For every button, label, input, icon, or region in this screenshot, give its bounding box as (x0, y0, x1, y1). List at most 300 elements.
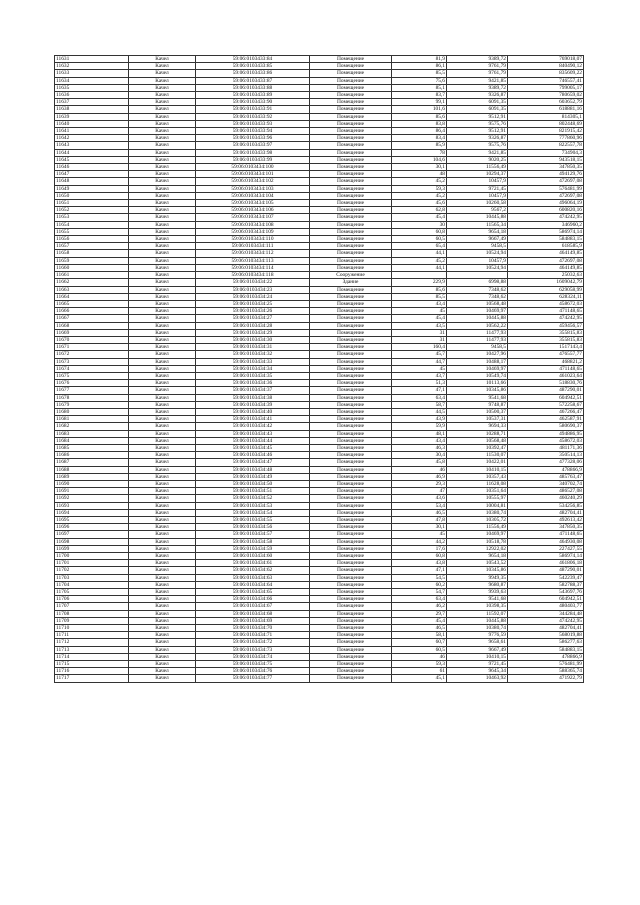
specific-value-cell: 10562,22 (447, 322, 508, 329)
settlement-cell: Качел (129, 538, 196, 545)
area-cell: 101,6 (392, 106, 447, 113)
cadastral-value-cell: 350514,13 (508, 452, 584, 459)
cadastral-value-cell: 734904,3 (508, 149, 584, 156)
specific-value-cell: 10392,47 (447, 444, 508, 451)
table-row (55, 156, 584, 163)
row-number-cell: 11703 (55, 574, 129, 581)
settlement-cell: Качел (129, 380, 196, 387)
area-cell: 46,5 (392, 625, 447, 632)
cadastral-value-cell: 459456,57 (508, 322, 584, 329)
settlement-cell: Качел (129, 286, 196, 293)
cadastral-value-cell: 629058,99 (508, 286, 584, 293)
row-number-cell: 11668 (55, 322, 129, 329)
specific-value-cell: 11565,34 (447, 221, 508, 228)
area-cell: 45 (392, 308, 447, 315)
cadastral-number-cell: 59:06:0103434:54 (196, 509, 310, 516)
area-cell: 60,8 (392, 228, 447, 235)
specific-value-cell: 10568,48 (447, 300, 508, 307)
cadastral-value-cell: 821915,42 (508, 128, 584, 135)
cadastral-number-cell: 59:06:0103434:44 (196, 437, 310, 444)
cadastral-number-cell: 59:06:0103434:33 (196, 358, 310, 365)
area-cell: 46,2 (392, 603, 447, 610)
settlement-cell: Качел (129, 653, 196, 660)
area-cell: 43,9 (392, 416, 447, 423)
specific-value-cell: 11477,93 (447, 329, 508, 336)
object-type-cell: Помещение (310, 92, 392, 99)
row-number-cell: 11642 (55, 135, 129, 142)
object-type-cell: Помещение (310, 99, 392, 106)
table-row (55, 56, 584, 63)
row-number-cell: 11714 (55, 653, 129, 660)
cadastral-value-cell: 777860,96 (508, 135, 584, 142)
cadastral-value-cell: 482704,41 (508, 625, 584, 632)
object-type-cell: Помещение (310, 84, 392, 91)
area-cell: 85,6 (392, 113, 447, 120)
object-type-cell: Помещение (310, 488, 392, 495)
table-row (55, 372, 584, 379)
cadastral-number-cell: 59:06:0103434:69 (196, 617, 310, 624)
settlement-cell: Качел (129, 437, 196, 444)
table-row (55, 358, 584, 365)
row-number-cell: 11696 (55, 524, 129, 531)
object-type-cell: Помещение (310, 113, 392, 120)
area-cell: 31 (392, 336, 447, 343)
settlement-cell: Качел (129, 531, 196, 538)
cadastral-number-cell: 59:06:0103434:36 (196, 380, 310, 387)
settlement-cell: Качел (129, 574, 196, 581)
area-cell: 45,4 (392, 315, 447, 322)
cadastral-number-cell: 59:06:0103434:110 (196, 236, 310, 243)
cadastral-value-cell: 584883,15 (508, 646, 584, 653)
table-row (55, 639, 584, 646)
cadastral-value-cell: 580690,37 (508, 423, 584, 430)
row-number-cell: 11699 (55, 545, 129, 552)
table-body (55, 56, 584, 683)
area-cell: 44,1 (392, 264, 447, 271)
object-type-cell: Помещение (310, 77, 392, 84)
table-row (55, 408, 584, 415)
cadastral-value-cell: 576481,99 (508, 185, 584, 192)
specific-value-cell: 9680,87 (447, 581, 508, 588)
specific-value-cell: 10555,97 (447, 495, 508, 502)
settlement-cell: Качел (129, 70, 196, 77)
object-type-cell: Помещение (310, 639, 392, 646)
object-type-cell: Помещение (310, 135, 392, 142)
table-row (55, 243, 584, 250)
table-row (55, 77, 584, 84)
specific-value-cell: 10488,17 (447, 358, 508, 365)
settlement-cell: Качел (129, 221, 196, 228)
row-number-cell: 11686 (55, 452, 129, 459)
row-number-cell: 11646 (55, 164, 129, 171)
object-type-cell: Помещение (310, 128, 392, 135)
settlement-cell: Качел (129, 560, 196, 567)
cadastral-value-cell: 618881,16 (508, 106, 584, 113)
table-row (55, 351, 584, 358)
object-type-cell: Помещение (310, 329, 392, 336)
cadastral-value-cell: 802448,69 (508, 120, 584, 127)
row-number-cell: 11706 (55, 596, 129, 603)
cadastral-value-cell: 799005,17 (508, 84, 584, 91)
cadastral-number-cell: 59:06:0103434:73 (196, 646, 310, 653)
cadastral-value-cell: 482704,41 (508, 509, 584, 516)
cadastral-number-cell: 59:06:0103434:23 (196, 286, 310, 293)
area-cell: 44,5 (392, 408, 447, 415)
cadastral-number-cell: 59:06:0103434:55 (196, 517, 310, 524)
row-number-cell: 11664 (55, 293, 129, 300)
row-number-cell: 11663 (55, 286, 129, 293)
cadastral-value-cell: 568019,88 (508, 632, 584, 639)
cadastral-number-cell: 59:06:0103434:66 (196, 596, 310, 603)
specific-value-cell: 10469,97 (447, 531, 508, 538)
object-type-cell: Помещение (310, 480, 392, 487)
cadastral-value-cell: 492613,42 (508, 517, 584, 524)
settlement-cell: Качел (129, 351, 196, 358)
row-number-cell: 11666 (55, 308, 129, 315)
settlement-cell: Качел (129, 661, 196, 668)
settlement-cell: Качел (129, 171, 196, 178)
area-cell: 45,8 (392, 459, 447, 466)
row-number-cell: 11638 (55, 106, 129, 113)
table-row (55, 524, 584, 531)
cadastral-number-cell: 59:06:0103433:99 (196, 156, 310, 163)
settlement-cell: Качел (129, 589, 196, 596)
specific-value-cell: 9654,18 (447, 553, 508, 560)
cadastral-value-cell: 472697,08 (508, 257, 584, 264)
row-number-cell: 11655 (55, 228, 129, 235)
row-number-cell: 11651 (55, 200, 129, 207)
area-cell: 58,7 (392, 401, 447, 408)
table-row (55, 610, 584, 617)
cadastral-value-cell: 543697,76 (508, 589, 584, 596)
row-number-cell: 11692 (55, 495, 129, 502)
table-row (55, 538, 584, 545)
table-row (55, 336, 584, 343)
cadastral-value-cell: 485763,47 (508, 473, 584, 480)
area-cell: 62,8 (392, 207, 447, 214)
settlement-cell: Качел (129, 675, 196, 682)
table-row (55, 661, 584, 668)
settlement-cell: Качел (129, 344, 196, 351)
cadastral-number-cell: 59:06:0103434:63 (196, 574, 310, 581)
table-row (55, 560, 584, 567)
settlement-cell: Качел (129, 603, 196, 610)
area-cell: 46,5 (392, 509, 447, 516)
row-number-cell: 11654 (55, 221, 129, 228)
specific-value-cell: 10427,96 (447, 351, 508, 358)
object-type-cell: Помещение (310, 452, 392, 459)
object-type-cell: Помещение (310, 473, 392, 480)
object-type-cell: Помещение (310, 401, 392, 408)
cadastral-value-cell: 518830,76 (508, 380, 584, 387)
specific-value-cell: 10422,01 (447, 459, 508, 466)
row-number-cell: 11665 (55, 300, 129, 307)
table-row (55, 322, 584, 329)
table-row (55, 488, 584, 495)
specific-value-cell: 9645,34 (447, 668, 508, 675)
cadastral-value-cell: 480403,77 (508, 603, 584, 610)
cadastral-value-cell: 576481,99 (508, 661, 584, 668)
area-cell: 58,1 (392, 632, 447, 639)
settlement-cell: Качел (129, 509, 196, 516)
row-number-cell: 11701 (55, 560, 129, 567)
cadastral-number-cell: 59:06:0103433:96 (196, 135, 310, 142)
area-cell: 17,6 (392, 545, 447, 552)
cadastral-number-cell: 59:06:0103434:40 (196, 408, 310, 415)
specific-value-cell: 9776,59 (447, 632, 508, 639)
area-cell: 60,5 (392, 236, 447, 243)
area-cell: 63,4 (392, 596, 447, 603)
cadastral-value-cell: 461023,64 (508, 372, 584, 379)
object-type-cell: Помещение (310, 394, 392, 401)
object-type-cell: Помещение (310, 322, 392, 329)
specific-value-cell: 11556,49 (447, 164, 508, 171)
cadastral-number-cell: 59:06:0103433:92 (196, 113, 310, 120)
settlement-cell: Качел (129, 394, 196, 401)
specific-value-cell: 10524,94 (447, 264, 508, 271)
area-cell: 83,7 (392, 92, 447, 99)
object-type-cell: Помещение (310, 120, 392, 127)
object-type-cell: Помещение (310, 214, 392, 221)
specific-value-cell: 9458,5 (447, 243, 508, 250)
cadastral-number-cell: 59:06:0103434:114 (196, 264, 310, 271)
cadastral-number-cell: 59:06:0103434:37 (196, 387, 310, 394)
area-cell: 229,9 (392, 279, 447, 286)
cadastral-number-cell: 59:06:0103434:105 (196, 200, 310, 207)
settlement-cell: Качел (129, 257, 196, 264)
object-type-cell: Помещение (310, 625, 392, 632)
specific-value-cell: 11592,07 (447, 610, 508, 617)
area-cell: 48 (392, 171, 447, 178)
specific-value-cell: 10445,88 (447, 214, 508, 221)
row-number-cell: 11710 (55, 625, 129, 632)
cadastral-value-cell: 943518,15 (508, 156, 584, 163)
cadastral-number-cell: 59:06:0103434:41 (196, 416, 310, 423)
cadastral-value-cell: 588365,74 (508, 668, 584, 675)
area-cell: 85,5 (392, 70, 447, 77)
specific-value-cell: 9541,68 (447, 394, 508, 401)
object-type-cell: Помещение (310, 466, 392, 473)
object-type-cell: Помещение (310, 545, 392, 552)
row-number-cell: 11709 (55, 617, 129, 624)
cadastral-number-cell: 59:06:0103434:60 (196, 553, 310, 560)
settlement-cell: Качел (129, 646, 196, 653)
row-number-cell: 11672 (55, 351, 129, 358)
area-cell: 104,6 (392, 156, 447, 163)
cadastral-value-cell: 542239,47 (508, 574, 584, 581)
cadastral-number-cell: 59:06:0103434:58 (196, 538, 310, 545)
specific-value-cell: 10537,31 (447, 416, 508, 423)
row-number-cell: 11712 (55, 639, 129, 646)
row-number-cell: 11641 (55, 128, 129, 135)
cadastral-number-cell: 59:06:0103433:93 (196, 120, 310, 127)
row-number-cell: 11687 (55, 459, 129, 466)
settlement-cell: Качел (129, 639, 196, 646)
cadastral-value-cell: 461806,18 (508, 560, 584, 567)
settlement-cell: Качел (129, 128, 196, 135)
area-cell: 45 (392, 531, 447, 538)
table-row (55, 509, 584, 516)
row-number-cell: 11640 (55, 120, 129, 127)
area-cell: 46 (392, 466, 447, 473)
specific-value-cell: 10524,94 (447, 250, 508, 257)
cadastral-number-cell: 59:06:0103433:91 (196, 106, 310, 113)
cadastral-number-cell: 59:06:0103434:59 (196, 545, 310, 552)
cadastral-value-cell: 618585,9 (508, 243, 584, 250)
cadastral-number-cell: 59:06:0103433:88 (196, 84, 310, 91)
cadastral-value-cell: 1517143,4 (508, 344, 584, 351)
row-number-cell: 11694 (55, 509, 129, 516)
settlement-cell: Качел (129, 553, 196, 560)
area-cell: 85,9 (392, 142, 447, 149)
table-row (55, 178, 584, 185)
object-type-cell: Помещение (310, 459, 392, 466)
specific-value-cell: 9512,91 (447, 113, 508, 120)
cadastral-value-cell: 582788,37 (508, 581, 584, 588)
cadastral-number-cell: 59:06:0103434:113 (196, 257, 310, 264)
table-row (55, 502, 584, 509)
cadastral-number-cell: 59:06:0103434:76 (196, 668, 310, 675)
table-row (55, 70, 584, 77)
object-type-cell: Помещение (310, 661, 392, 668)
cadastral-number-cell: 59:06:0103434:22 (196, 279, 310, 286)
table-row (55, 401, 584, 408)
cadastral-number-cell: 59:06:0103433:94 (196, 128, 310, 135)
cadastral-number-cell: 59:06:0103434:34 (196, 365, 310, 372)
cadastral-value-cell: 467266,47 (508, 408, 584, 415)
table-row (55, 380, 584, 387)
settlement-cell: Качел (129, 272, 196, 279)
object-type-cell: Помещение (310, 264, 392, 271)
area-cell: 43,8 (392, 560, 447, 567)
row-number-cell: 11669 (55, 329, 129, 336)
object-type-cell: Помещение (310, 581, 392, 588)
area-cell: 48,1 (392, 430, 447, 437)
specific-value-cell: 6091,35 (447, 99, 508, 106)
table-row (55, 581, 584, 588)
specific-value-cell: 10398,35 (447, 603, 508, 610)
table-row (55, 596, 584, 603)
cadastral-value-cell: 472697,08 (508, 192, 584, 199)
row-number-cell: 11707 (55, 603, 129, 610)
settlement-cell: Качел (129, 416, 196, 423)
specific-value-cell: 9694,33 (447, 423, 508, 430)
object-type-cell: Помещение (310, 596, 392, 603)
specific-value-cell: 9512,91 (447, 128, 508, 135)
specific-value-cell: 9389,72 (447, 84, 508, 91)
specific-value-cell: 10305,72 (447, 517, 508, 524)
specific-value-cell: 10294,37 (447, 171, 508, 178)
object-type-cell: Помещение (310, 416, 392, 423)
table-row (55, 416, 584, 423)
cadastral-value-cell: 471148,65 (508, 308, 584, 315)
specific-value-cell: 9667,49 (447, 646, 508, 653)
row-number-cell: 11677 (55, 387, 129, 394)
cadastral-value-table (54, 55, 584, 683)
settlement-cell: Качел (129, 329, 196, 336)
row-number-cell: 11631 (55, 56, 129, 63)
area-cell: 46,3 (392, 444, 447, 451)
settlement-cell: Качел (129, 502, 196, 509)
row-number-cell: 11693 (55, 502, 129, 509)
table-row (55, 207, 584, 214)
table-row (55, 646, 584, 653)
row-number-cell: 11653 (55, 214, 129, 221)
cadastral-number-cell: 59:06:0103434:77 (196, 675, 310, 682)
specific-value-cell: 10380,74 (447, 509, 508, 516)
object-type-cell: Помещение (310, 192, 392, 199)
cadastral-value-cell: 572258,67 (508, 401, 584, 408)
object-type-cell: Помещение (310, 56, 392, 63)
cadastral-number-cell: 59:06:0103433:85 (196, 63, 310, 70)
cadastral-number-cell: 59:06:0103434:25 (196, 300, 310, 307)
settlement-cell: Качел (129, 524, 196, 531)
specific-value-cell (447, 272, 508, 279)
area-cell: 47,8 (392, 517, 447, 524)
row-number-cell: 11681 (55, 416, 129, 423)
settlement-cell: Качел (129, 142, 196, 149)
row-number-cell: 11698 (55, 538, 129, 545)
table-row (55, 423, 584, 430)
area-cell: 65,4 (392, 243, 447, 250)
table-row (55, 106, 584, 113)
settlement-cell: Качел (129, 610, 196, 617)
specific-value-cell: 10543,52 (447, 560, 508, 567)
cadastral-value-cell: 1609042,79 (508, 279, 584, 286)
cadastral-value-cell: 458672,03 (508, 437, 584, 444)
area-cell: 59,3 (392, 661, 447, 668)
row-number-cell: 11708 (55, 610, 129, 617)
table-row (55, 553, 584, 560)
row-number-cell: 11647 (55, 171, 129, 178)
row-number-cell: 11705 (55, 589, 129, 596)
cadastral-value-cell: 584883,15 (508, 236, 584, 243)
specific-value-cell: 11556,49 (447, 524, 508, 531)
table-row (55, 603, 584, 610)
settlement-cell: Качел (129, 156, 196, 163)
specific-value-cell: 10260,58 (447, 200, 508, 207)
object-type-cell: Помещение (310, 207, 392, 214)
specific-value-cell: 10457,9 (447, 178, 508, 185)
area-cell: 81,9 (392, 56, 447, 63)
object-type-cell: Помещение (310, 517, 392, 524)
settlement-cell: Качел (129, 488, 196, 495)
object-type-cell: Помещение (310, 70, 392, 77)
settlement-cell: Качел (129, 279, 196, 286)
cadastral-number-cell: 59:06:0103434:112 (196, 250, 310, 257)
row-number-cell: 11632 (55, 63, 129, 70)
table-row (55, 113, 584, 120)
object-type-cell: Помещение (310, 257, 392, 264)
object-type-cell: Помещение (310, 589, 392, 596)
object-type-cell: Помещение (310, 351, 392, 358)
cadastral-number-cell: 59:06:0103434:103 (196, 185, 310, 192)
cadastral-value-cell: 586974,14 (508, 228, 584, 235)
row-number-cell: 11637 (55, 99, 129, 106)
row-number-cell: 11690 (55, 480, 129, 487)
row-number-cell: 11674 (55, 365, 129, 372)
table-row (55, 236, 584, 243)
row-number-cell: 11671 (55, 344, 129, 351)
table-row (55, 221, 584, 228)
object-type-cell: Сооружение (310, 272, 392, 279)
settlement-cell: Качел (129, 236, 196, 243)
table-row (55, 286, 584, 293)
object-type-cell: Помещение (310, 300, 392, 307)
table-row (55, 653, 584, 660)
table-row (55, 517, 584, 524)
row-number-cell: 11678 (55, 394, 129, 401)
